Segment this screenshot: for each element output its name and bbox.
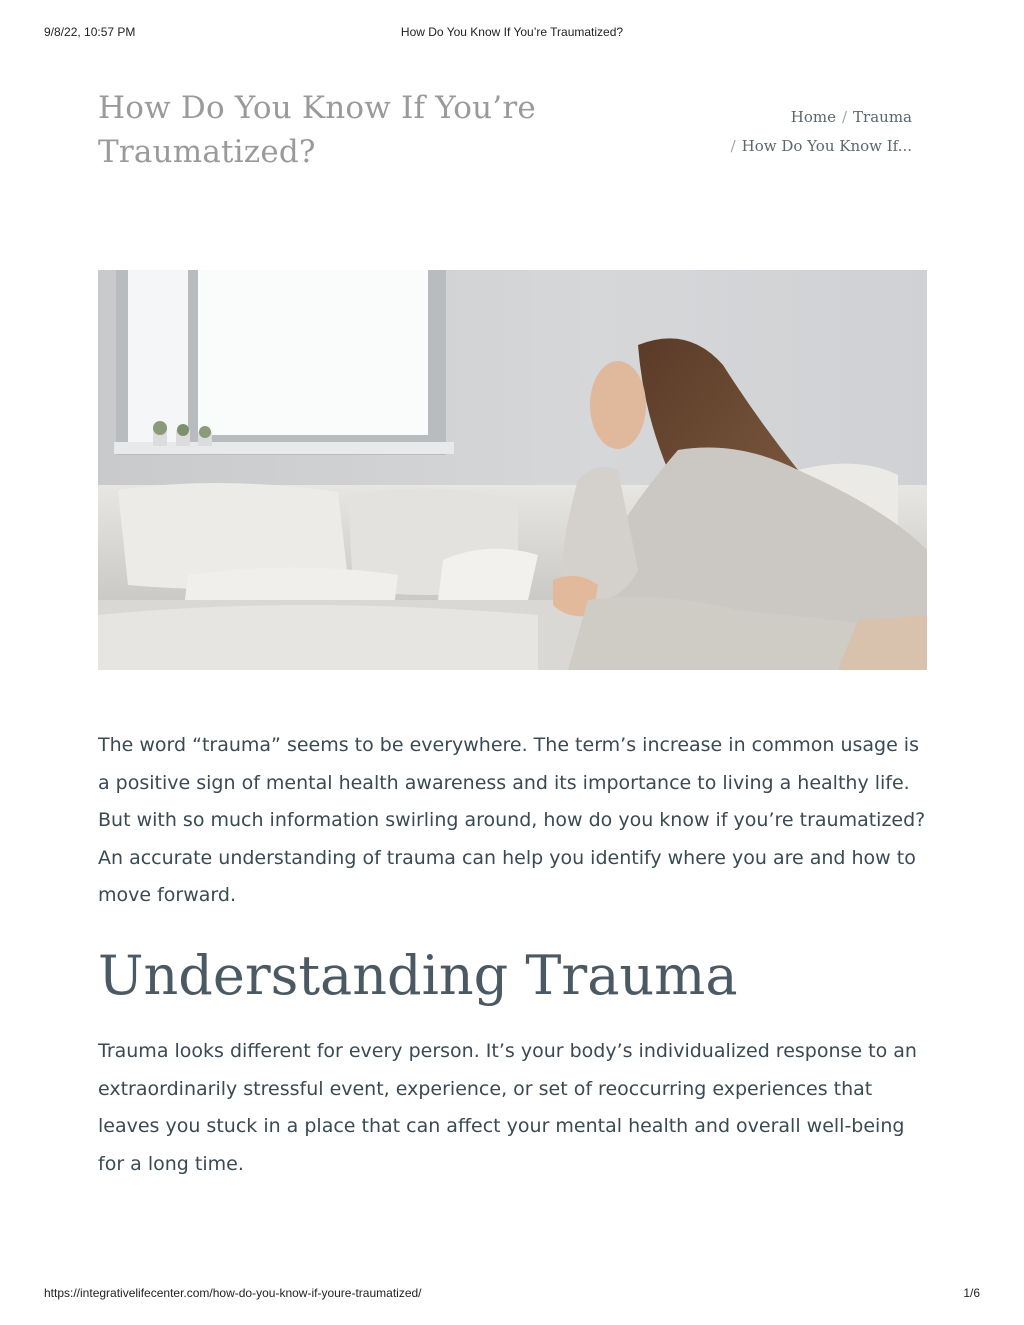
breadcrumb-trauma-link[interactable]: Trauma (853, 108, 912, 126)
section-heading: Understanding Trauma (98, 944, 738, 1007)
print-page-title: How Do You Know If You’re Traumatized? (400, 25, 624, 39)
breadcrumb-home-link[interactable]: Home (790, 108, 836, 126)
intro-section (98, 727, 928, 915)
breadcrumb-separator: / (841, 108, 848, 126)
body-section (98, 1033, 928, 1183)
hero-illustration (98, 270, 927, 670)
print-footer (44, 1286, 980, 1300)
breadcrumb-separator: / (730, 137, 736, 155)
page-title: How Do You Know If You’re Traumatized? (98, 90, 536, 170)
print-page-number: 1/6 (963, 1286, 980, 1300)
hero-image (98, 270, 927, 670)
breadcrumb (725, 103, 912, 161)
body-paragraph: Trauma looks different for every person. It’s your body’s individualized response to an extraordinarily stressful event, experience, or set of reoccurring experiences that leaves you stuck in a place that can affect your mental health and overall well-being for a long time. (98, 1040, 917, 1175)
print-url: https://integrativelifecenter.com/how-do-you-know-if-youre-traumatized/ (44, 1286, 422, 1300)
print-datetime: 9/8/22, 10:57 PM (44, 25, 136, 39)
breadcrumb-current: How Do You Know If... (741, 137, 912, 155)
intro-paragraph: The word “trauma” seems to be everywhere. The term’s increase in common usage is a positive sign of mental health awareness and its importance to living a healthy life. But with so much information swirling around, how do you know if you’re traumatized? An accurate understanding of trauma can help you identify where you are and how to move forward. (98, 734, 926, 907)
